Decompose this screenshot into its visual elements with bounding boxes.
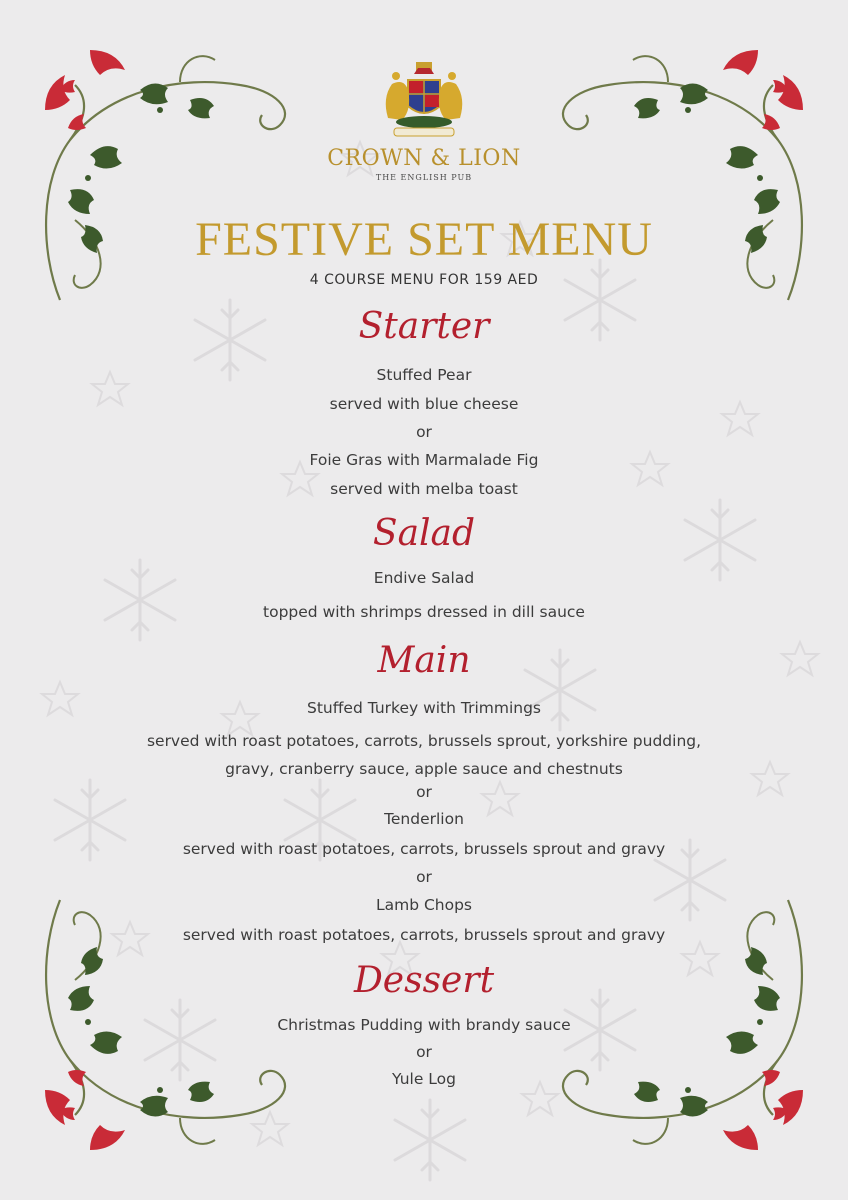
menu-item-line: or	[416, 1043, 432, 1061]
menu-item-line: Yule Log	[392, 1070, 456, 1088]
menu-item-line: served with blue cheese	[329, 395, 519, 413]
section-heading-main: Main	[377, 640, 471, 681]
menu-item-line: gravy, cranberry sauce, apple sauce and chestnuts	[225, 760, 623, 778]
menu-item-line: Lamb Chops	[375, 896, 473, 914]
menu-item-line: served with roast potatoes, carrots, brussels sprout, yorkshire pudding,	[146, 732, 702, 750]
section-heading-salad: Salad	[372, 513, 476, 554]
brand-name: CROWN & LION	[327, 146, 521, 171]
menu-item-line: Stuffed Turkey with Trimmings	[306, 699, 541, 717]
menu-item-line: Christmas Pudding with brandy sauce	[277, 1016, 571, 1034]
menu-item-line: served with melba toast	[330, 480, 518, 498]
menu-item-line: or	[416, 868, 432, 886]
section-heading-starter: Starter	[358, 306, 490, 347]
menu-subtitle: 4 COURSE MENU FOR 159 AED	[309, 272, 539, 288]
menu-item-line: Tenderlion	[384, 810, 464, 828]
menu-item-line: served with roast potatoes, carrots, brussels sprout and gravy	[182, 840, 666, 858]
menu-item-line: topped with shrimps dressed in dill sauce	[263, 603, 585, 621]
menu-item-line: or	[416, 783, 432, 801]
menu-title: FESTIVE SET MENU	[195, 213, 653, 266]
menu-item-line: Foie Gras with Marmalade Fig	[309, 451, 539, 469]
menu-item-line: Endive Salad	[373, 569, 475, 587]
section-heading-dessert: Dessert	[353, 960, 495, 1001]
brand-tagline: THE ENGLISH PUB	[375, 173, 473, 182]
menu-item-line: Stuffed Pear	[376, 366, 472, 384]
menu-item-line: or	[416, 423, 432, 441]
royal-crest-logo	[378, 58, 470, 146]
menu-item-line: served with roast potatoes, carrots, brussels sprout and gravy	[182, 926, 666, 944]
